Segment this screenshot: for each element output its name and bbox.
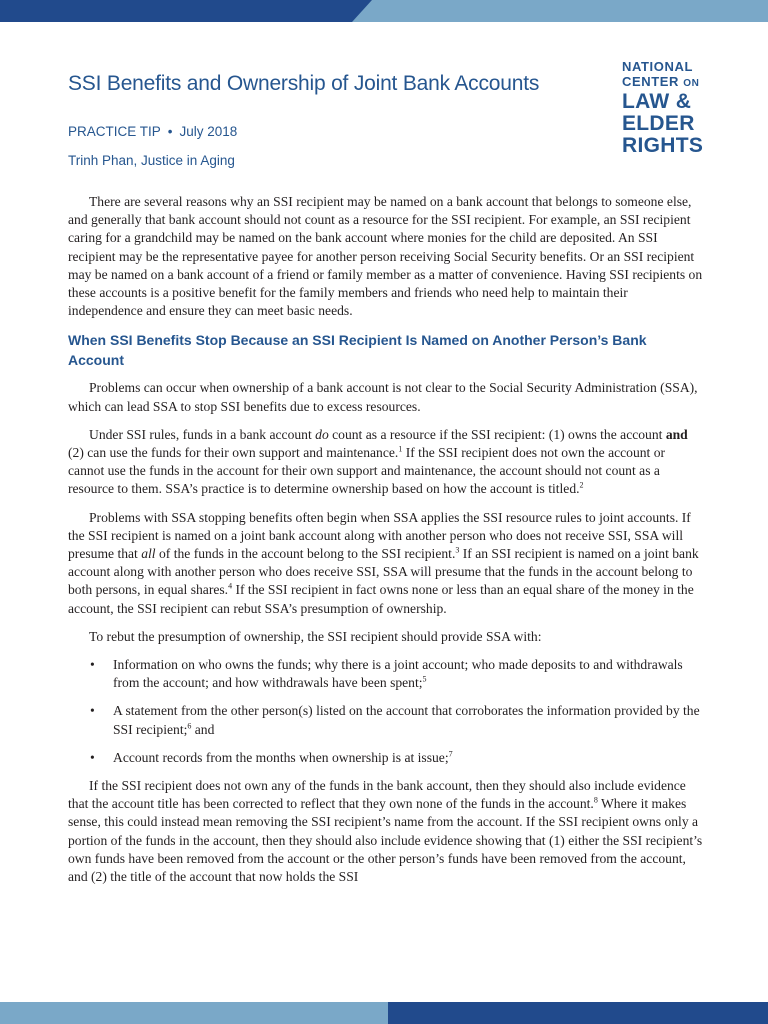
text-run: If the SSI recipient does not own the account or cannot use the funds in the account for their own support and maintenance, the account should not count as a resource to them. SSA’s practice is to determine ownership based on how the account is titled. — [68, 445, 666, 497]
bullet-mark: • — [90, 657, 95, 673]
logo-on-word: ON — [683, 78, 700, 89]
logo-line-law: LAW & — [622, 90, 692, 113]
footnote-ref-2[interactable]: 2 — [579, 480, 584, 490]
tip-date: July 2018 — [179, 124, 238, 139]
text-run: count as a resource if the SSI recipient: (1) owns the account — [328, 426, 666, 442]
footnote-ref-7[interactable]: 7 — [448, 749, 453, 759]
paragraph-ssi-rules — [68, 426, 704, 499]
logo-line-rights: RIGHTS — [622, 134, 704, 157]
text-run: Problems with SSA stopping benefits often begin when SSA applies the SSI resource rules to joint accounts. If the SSI recipient is named on a joint bank account along with another person who does not receive SSI, SSA will presume that — [68, 509, 691, 562]
bullet-mark: • — [90, 749, 95, 765]
text-run: Where it makes sense, this could instead mean removing the SSI recipient’s name from the account. If the SSI recipient owns only a portion of the funds in the account, then they should also include evidence showing that (1) either the SSI recipient’s own funds have been removed from the account or the other person’s funds have been removed from the account, and (2) the title of the account that now holds the SSI — [68, 796, 703, 885]
list-item — [68, 749, 704, 767]
paragraph-joint-accounts — [68, 509, 704, 618]
list-item-text: Account records from the months when ownership is at issue; — [113, 749, 449, 765]
top-color-band — [0, 0, 768, 22]
paragraph-problems: Problems can occur when ownership of a bank account is not clear to the Social Security Administration (SSA), which can lead SSA to stop SSI benefits due to excess resources. — [68, 380, 698, 414]
emphasis-do: do — [315, 426, 329, 442]
logo-line-center — [622, 75, 712, 89]
footnote-ref-8[interactable]: 8 — [593, 795, 598, 805]
nclear-logo — [622, 60, 712, 156]
top-band-dark-segment — [0, 0, 372, 22]
bottom-color-band — [0, 1002, 768, 1024]
bottom-band-dark-segment — [388, 1002, 768, 1024]
text-run: of the funds in the account belong to the SSI recipient. — [155, 546, 456, 562]
list-item — [68, 656, 704, 692]
paragraph-rebut-intro: To rebut the presumption of ownership, the SSI recipient should provide SSA with: — [89, 628, 542, 644]
list-item-tail: and — [191, 721, 215, 737]
bullet-mark: • — [90, 703, 95, 719]
footnote-ref-6[interactable]: 6 — [187, 721, 192, 731]
list-item-text: Information on who owns the funds; why there is a joint account; who made deposits to and withdrawals from the account; and how withdrawals have been spent; — [113, 657, 683, 691]
logo-center-word: CENTER — [622, 74, 680, 89]
intro-paragraph: There are several reasons why an SSI recipient may be named on a bank account that belongs to someone else, and generally that bank account should not count as a resource for the SSI recipient. For example, an SSI recipient caring for a grandchild may be named on the bank account where monies for the child are deposited. An SSI recipient may be the representative payee for another person receiving Social Security benefits. Or an SSI recipient may be named on a bank account of a friend or family member as a matter of convenience. Having SSI recipients on these accounts is a positive benefit for the family members and friends who need help to maintain their independence and ensure they can meet basic needs. — [68, 194, 703, 319]
section-heading: When SSI Benefits Stop Because an SSI Recipient Is Named on Another Person’s Bank Account — [68, 332, 647, 369]
document-body — [68, 193, 704, 896]
list-item — [68, 702, 704, 738]
bottom-band-light-segment — [0, 1002, 408, 1024]
footnote-ref-4[interactable]: 4 — [228, 581, 233, 591]
logo-line-national: NATIONAL — [622, 59, 693, 74]
footnote-ref-1[interactable]: 1 — [398, 444, 403, 454]
author-line: Trinh Phan, Justice in Aging — [68, 153, 235, 168]
text-run: If an SSI recipient is named on a joint bank account along with another person who does receive SSI, SSA will presume that the funds in the account belong to both persons, in equal shares. — [68, 546, 699, 598]
text-run: (2) can use the funds for their own support and maintenance. — [68, 445, 399, 461]
emphasis-and: and — [665, 426, 688, 442]
top-band-light-segment — [352, 0, 768, 22]
list-item-text: A statement from the other person(s) listed on the account that corroborates the information provided by the SSI recipient; — [113, 703, 700, 737]
text-run: If the SSI recipient does not own any of the funds in the bank account, then they should also include evidence that the account title has been corrected to reflect that they own none of the funds in the account. — [68, 778, 686, 812]
footnote-ref-3[interactable]: 3 — [455, 545, 460, 555]
tip-label: PRACTICE TIP — [68, 124, 161, 139]
text-run: Under SSI rules, funds in a bank account — [89, 426, 316, 442]
footnote-ref-5[interactable]: 5 — [422, 674, 427, 684]
paragraph-evidence — [68, 777, 704, 886]
evidence-list — [68, 656, 704, 767]
emphasis-all: all — [141, 546, 156, 562]
page-title: SSI Benefits and Ownership of Joint Bank Accounts — [68, 72, 540, 95]
separator-bullet: • — [167, 124, 173, 139]
practice-tip-line — [68, 124, 237, 139]
logo-line-elder: ELDER — [622, 112, 695, 135]
text-run: If the SSI recipient in fact owns none or less than an equal share of the money in the account, the SSI recipient can rebut SSA’s presumption of ownership. — [68, 582, 694, 616]
